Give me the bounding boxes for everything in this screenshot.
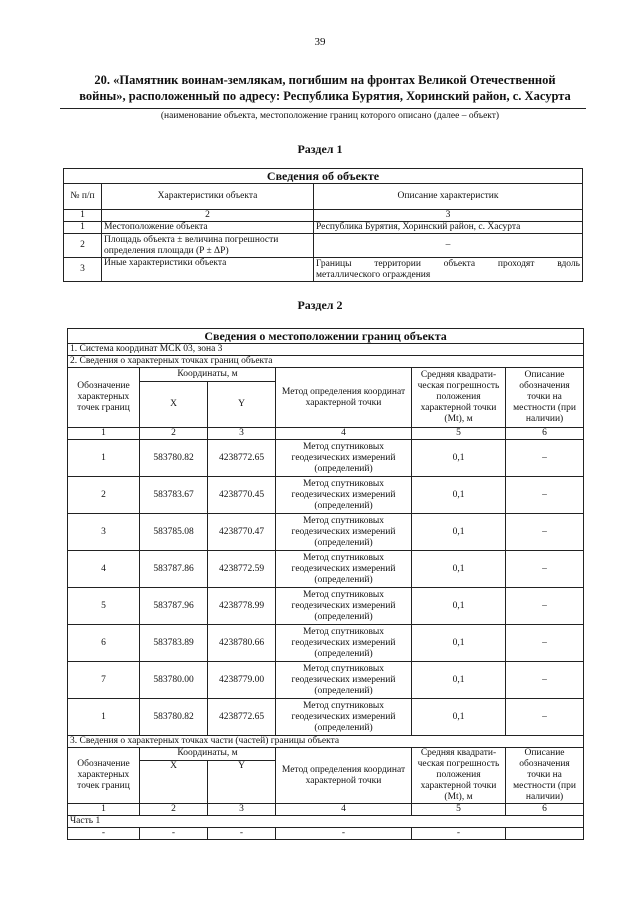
point-y: 4238770.45 [208, 477, 276, 514]
index-cell: 6 [506, 428, 584, 440]
characteristic-cell: Иные характеристики объекта [102, 258, 314, 282]
index-cell: 1 [68, 428, 140, 440]
point-method: Метод спутниковых геодезических измерений (определений) [276, 440, 412, 477]
index-cell: 1 [68, 804, 140, 816]
index-cell: 3 [208, 428, 276, 440]
point-method: Метод спутниковых геодезических измерений (определений) [276, 699, 412, 736]
point-label: 4 [68, 551, 140, 588]
part-section-header: 3. Сведения о характерных точках части (частей) границы объекта [68, 736, 584, 748]
point-precision: 0,1 [412, 588, 506, 625]
description-cell [314, 258, 583, 282]
description-line-2: металлического ограждения [316, 269, 431, 280]
point-label: 2 [68, 477, 140, 514]
description-cell: Республика Бурятия, Хоринский район, с. Хасурта [314, 222, 583, 234]
index-cell: 2 [140, 804, 208, 816]
point-x: 583780.82 [140, 440, 208, 477]
index-cell: 5 [412, 428, 506, 440]
part-col-method-header: Метод определения координат характерной точки [276, 748, 412, 804]
index-cell: 3 [208, 804, 276, 816]
points-section-header: 2. Сведения о характерных точках границ объекта [68, 356, 584, 368]
col-label-header: Обозначение характерных точек границ [68, 368, 140, 428]
table-row [68, 588, 584, 625]
point-x: 583783.89 [140, 625, 208, 662]
description-line-1: Границы территории объекта проходят вдоль [316, 258, 581, 269]
section-1-heading: Раздел 1 [297, 142, 343, 156]
point-description: – [506, 662, 584, 699]
col-coords-header: Координаты, м [140, 368, 276, 382]
object-info-table-title: Сведения об объекте [64, 169, 583, 184]
point-precision: 0,1 [412, 699, 506, 736]
page-number: 39 [314, 36, 326, 48]
table-row [64, 234, 583, 258]
point-precision: 0,1 [412, 514, 506, 551]
row-number: 3 [64, 258, 102, 282]
point-label: 3 [68, 514, 140, 551]
col-char-header: Характеристики объекта [102, 184, 314, 210]
part-col-label-header: Обозначение характерных точек границ [68, 748, 140, 804]
point-label: 5 [68, 588, 140, 625]
boundary-points-table [67, 328, 584, 840]
part-label: Часть 1 [68, 816, 584, 828]
point-y: 4238778.99 [208, 588, 276, 625]
object-info-table [63, 168, 583, 282]
point-method: Метод спутниковых геодезических измерений (определений) [276, 588, 412, 625]
point-description: – [506, 477, 584, 514]
row-number: 1 [64, 222, 102, 234]
col-precision-header: Средняя квадрати-ческая погрешность положения характерной точки (Mt), м [412, 368, 506, 428]
point-description: – [506, 588, 584, 625]
col-desc-header: Описание обозначения точки на местности (при наличии) [506, 368, 584, 428]
point-description: – [506, 699, 584, 736]
title-underline [60, 108, 586, 109]
point-y: 4238772.65 [208, 440, 276, 477]
point-x: 583783.67 [140, 477, 208, 514]
point-method: Метод спутниковых геодезических измерений (определений) [276, 477, 412, 514]
index-cell: 2 [102, 210, 314, 222]
point-y: 4238770.47 [208, 514, 276, 551]
point-y: 4238772.65 [208, 699, 276, 736]
index-cell: 5 [412, 804, 506, 816]
title-subnote: (наименование объекта, местоположение границ которого описано (далее – объект) [160, 111, 500, 121]
table-row [68, 828, 584, 840]
point-x: 583785.08 [140, 514, 208, 551]
col-method-header: Метод определения координат характерной точки [276, 368, 412, 428]
point-y: 4238779.00 [208, 662, 276, 699]
table-row [64, 222, 583, 234]
index-cell: 2 [140, 428, 208, 440]
table-row [68, 699, 584, 736]
point-description: – [506, 440, 584, 477]
title-line-1: 20. «Памятник воинам-землякам, погибшим на фронтах Великой Отечественной [94, 73, 556, 87]
table-row [68, 440, 584, 477]
point-y: 4238780.66 [208, 625, 276, 662]
table-row [68, 551, 584, 588]
characteristic-cell: Площадь объекта ± величина погрешности определения площади (P ± ΔP) [102, 234, 314, 258]
row-number: 2 [64, 234, 102, 258]
part-col-x-header: X [140, 760, 208, 803]
col-num-header: № п/п [64, 184, 102, 210]
boundary-table-title: Сведения о местоположении границ объекта [68, 329, 584, 344]
point-method: Метод спутниковых геодезических измерений (определений) [276, 514, 412, 551]
col-desc-header: Описание характеристик [314, 184, 583, 210]
part-col-coords-header: Координаты, м [140, 748, 276, 761]
point-method: Метод спутниковых геодезических измерений (определений) [276, 551, 412, 588]
document-title [60, 72, 590, 104]
index-cell: 4 [276, 428, 412, 440]
table-row [64, 258, 583, 282]
part-cell: - [412, 828, 506, 840]
part-cell [506, 828, 584, 840]
point-method: Метод спутниковых геодезических измерений (определений) [276, 625, 412, 662]
characteristic-cell: Местоположение объекта [102, 222, 314, 234]
point-precision: 0,1 [412, 477, 506, 514]
index-cell: 4 [276, 804, 412, 816]
table-row [68, 514, 584, 551]
table-row [68, 625, 584, 662]
point-x: 583780.00 [140, 662, 208, 699]
point-description: – [506, 551, 584, 588]
part-col-precision-header: Средняя квадрати-ческая погрешность положения характерной точки (Mt), м [412, 748, 506, 804]
index-cell: 6 [506, 804, 584, 816]
table-row [68, 477, 584, 514]
point-precision: 0,1 [412, 662, 506, 699]
coordinate-system: 1. Система координат МСК 03, зона 3 [68, 344, 584, 356]
title-line-2: войны», расположенный по адресу: Республика Бурятия, Хоринский район, с. Хасурта [79, 89, 571, 103]
index-cell: 1 [64, 210, 102, 222]
point-label: 6 [68, 625, 140, 662]
point-description: – [506, 625, 584, 662]
index-cell: 3 [314, 210, 583, 222]
point-label: 1 [68, 440, 140, 477]
part-cell: - [276, 828, 412, 840]
part-cell: - [208, 828, 276, 840]
section-2-heading: Раздел 2 [297, 298, 343, 312]
point-x: 583787.96 [140, 588, 208, 625]
point-label: 1 [68, 699, 140, 736]
point-method: Метод спутниковых геодезических измерений (определений) [276, 662, 412, 699]
part-cell: - [140, 828, 208, 840]
point-precision: 0,1 [412, 551, 506, 588]
part-col-y-header: Y [208, 760, 276, 803]
point-label: 7 [68, 662, 140, 699]
point-y: 4238772.59 [208, 551, 276, 588]
col-x-header: X [140, 382, 208, 428]
description-cell: – [314, 234, 583, 258]
part-cell: - [68, 828, 140, 840]
part-col-desc-header: Описание обозначения точки на местности (при наличии) [506, 748, 584, 804]
table-row [68, 662, 584, 699]
point-x: 583787.86 [140, 551, 208, 588]
point-x: 583780.82 [140, 699, 208, 736]
col-y-header: Y [208, 382, 276, 428]
point-precision: 0,1 [412, 440, 506, 477]
point-precision: 0,1 [412, 625, 506, 662]
point-description: – [506, 514, 584, 551]
